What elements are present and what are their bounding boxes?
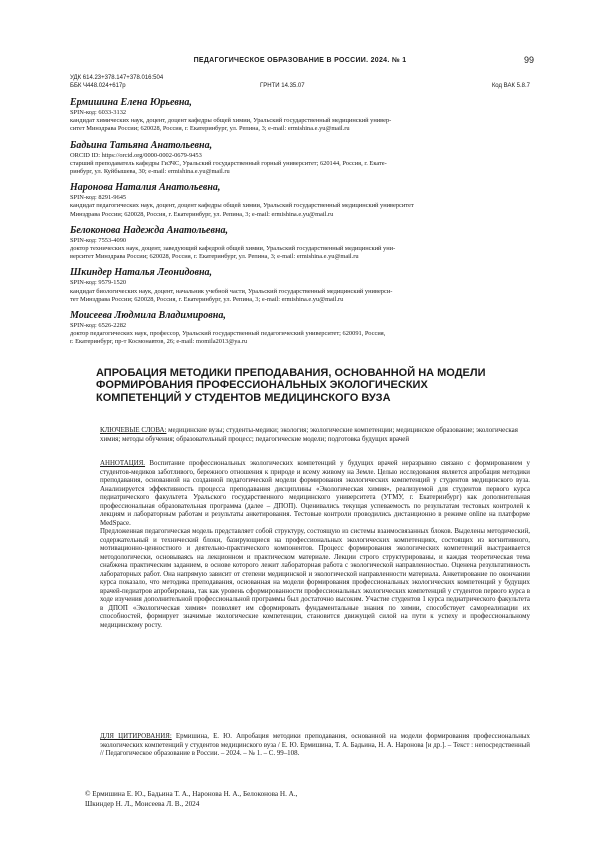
author-block <box>70 140 530 177</box>
bbk-code: ББК Ч448.024+617р <box>70 83 126 89</box>
annotation-paragraph <box>100 460 530 528</box>
author-affiliation: старший преподаватель кафедры ГиЗЧС, Уральский государственный горный университет; 620144, Россия, г. Екате- <box>70 159 387 167</box>
vak-code: Код ВАК 5.8.7 <box>491 83 530 89</box>
author-name: Ермишина Елена Юрьевна, <box>70 97 192 108</box>
annotation-paragraph: Предложенная педагогическая модель представляет собой структуру, состоящую из системы взаимосвязанных блоков. Выделены методический, содержательный и технический блоки, базирующиеся на профессиональных экологических компетенциях, состоящих из когнитивного, мотивационно-ценностного и деятельно-практического компонентов. Процесс формирования экологических компетенций выстраивается методологически, основываясь на лекционном и практическом материале. Лекции строго структурированы, и каждая теоретическая тема снабжена практическим заданием, в основе которого лежит лабораторная работа с экологической направленностью. Оценена результативность лабораторных работ. Она напрямую зависит от степени медицинской и экологической направленности материала. Анкетирование по окончании курса показало, что методика преподавания, основанная на модели формирования профессиональных экологических компетенций у будущих врачей-педиатров апробирована, так как уровень сформированности профессиональных экологических компетенций у студентов первого курса в ходе изучения дополнительной профессиональной программы был достаточно высоким. Участие студентов 1 курса педиатрического факультета в ДПОП «Экологическая химия» позволяет им сформировать фундаментальные знания по химии, способствует самореализации их способностей, формирует значимые экологические компетенции, становится движущей силой на пути к успеху и профессиональному медицинскому росту. <box>100 528 530 629</box>
author-affiliation: тет Минздрава России; 620028, Россия, г. Екатеринбург, ул. Репина, 3; e-mail: ermishina.e.yu@mail.ru <box>70 295 344 303</box>
author-block <box>70 310 530 347</box>
author-affiliation: кандидат биологических наук, доцент, начальник учебной части, Уральский государственный медицинский универси- <box>70 287 393 295</box>
author-affiliation: доктор педагогических наук, профессор, Уральский государственный педагогический университет; 620091, Россия, <box>70 330 386 338</box>
author-affiliation: ринбург, ул. Куйбышева, 30; e-mail: ermishina.e.yu@mail.ru <box>70 168 230 176</box>
author-affiliation: верситет Минздрава России; 620028, Россия, г. Екатеринбург, ул. Репина, 3; e-mail: ermishina.e.yu@mail.ru <box>70 253 359 261</box>
author-id: SPIN-код: 8291-9645 <box>70 194 127 202</box>
citation-text: Ермишина, Е. Ю. Апробация методики преподавания, основанной на модели формирования профессиональных экологических компетенций у студентов медицинского вуза / Е. Ю. Ермишина, Т. А. Бадьина, Н. А. Наронова [и др.]. – Текст : непосредственный // Педагогическое образование в России. – 2024. – № 1. – С. 99–108. <box>100 733 530 757</box>
copyright-notice <box>85 790 525 809</box>
running-header: ПЕДАГОГИЧЕСКОЕ ОБРАЗОВАНИЕ В РОССИИ. 2024. № 1 <box>193 57 407 64</box>
author-id: SPIN-код: 7553-4090 <box>70 236 127 244</box>
copyright-line: Шкиндер Н. Л., Моисеева Л. В., 2024 <box>85 799 200 808</box>
author-affiliation: ситет Минздрава России; 620028, Россия, г. Екатеринбург, ул. Репина, 3; e-mail: ermishina.e.yu@mail.ru <box>70 125 350 133</box>
annotation-label: АННОТАЦИЯ. <box>100 460 146 467</box>
author-list <box>70 97 530 353</box>
keywords-text: медицинские вузы; студенты-медики; экология; экологические компетенции; медицинское образование; экологическая химия; методы обучения; образовательный процесс; педагогические модели; подготовка будущих врачей <box>100 427 518 443</box>
author-block <box>70 225 530 262</box>
keywords-section <box>100 427 530 444</box>
citation-label: ДЛЯ ЦИТИРОВАНИЯ: <box>100 733 172 740</box>
author-block <box>70 182 530 219</box>
author-block <box>70 267 530 304</box>
citation-section <box>100 733 530 759</box>
annotation-section <box>100 460 530 630</box>
author-name: Наронова Наталия Анатольевна, <box>70 182 221 194</box>
author-affiliation: доктор технических наук, доцент, заведующий кафедрой общей химии, Уральский государственный медицинский уни- <box>70 245 396 253</box>
author-id: SPIN-код: 6033-3132 <box>70 109 127 116</box>
author-block <box>70 97 530 134</box>
author-name: Белоконова Надежда Анатольевна, <box>70 224 229 236</box>
grnti-code: ГРНТИ 14.35.07 <box>260 83 305 89</box>
author-name: Моисеева Людмила Владимировна, <box>70 310 226 322</box>
author-affiliation: кандидат химических наук, доцент, доцент кафедры общей химии, Уральский государственный медицинский универ- <box>70 117 392 125</box>
page-number: 99 <box>523 55 534 65</box>
copyright-line: © Ермишина Е. Ю., Бадьина Т. А., Наронова Н. А., Белоконова Н. А., <box>85 790 298 798</box>
author-affiliation: г. Екатеринбург, пр-т Космонавтов, 26; e-mail: momila2013@ya.ru <box>70 338 248 346</box>
keywords-label: КЛЮЧЕВЫЕ СЛОВА: <box>100 427 167 434</box>
author-id: ORCID ID: https://orcid.org/0000-0002-0679-9453 <box>70 151 202 159</box>
author-affiliation: кандидат педагогических наук, доцент, доцент кафедры общей химии, Уральский государственный медицинский университет <box>70 202 414 210</box>
author-id: SPIN-код: 9579-1520 <box>70 279 127 287</box>
annotation-text: Воспитание профессиональных экологических компетенций у будущих врачей неразрывно связано с формированием у студентов-медиков заботливого, бережного отношения к природе и всему живому на Земле. Целью исследования является апробация методики преподавания, основанной на созданной педагогической модели формирования экологических компетенций у студентов медицинского вуза. Анализируется эффективность процесса преподавания дисциплины «Экологическая химия», реализуемой для студентов первого курса педиатрического факультета Уральского государственного медицинского университета (УГМУ, г. Екатеринбург) как дополнительная профессиональная образовательная программа (далее – ДПОП). Оценивались текущая успеваемость по результатам тестовых контролей к лекциям и лабораторным работам и результаты анкетирования. Тестовые контроли проводились дистанционно в режиме online на платформе MedSpace. <box>100 460 530 527</box>
classification-codes <box>70 74 530 90</box>
author-affiliation: Минздрава России; 620028, Россия, г. Екатеринбург, ул. Репина, 3; e-mail: ermishina.e.yu@mail.ru <box>70 210 334 218</box>
author-name: Бадьина Татьяна Анатольевна, <box>70 139 213 151</box>
article-title: АПРОБАЦИЯ МЕТОДИКИ ПРЕПОДАВАНИЯ, ОСНОВАННОЙ НА МОДЕЛИ ФОРМИРОВАНИЯ ПРОФЕССИОНАЛЬНЫХ ЭКОЛОГИЧЕСКИХ КОМПЕТЕНЦИЙ У СТУДЕНТОВ МЕДИЦИНСКОГО ВУЗА <box>96 367 486 404</box>
udk-code: УДК 614.23+378.147+378.016:504 <box>70 75 164 81</box>
author-name: Шкиндер Наталья Леонидовна, <box>70 267 213 279</box>
author-id: SPIN-код: 6526-2282 <box>70 322 127 330</box>
